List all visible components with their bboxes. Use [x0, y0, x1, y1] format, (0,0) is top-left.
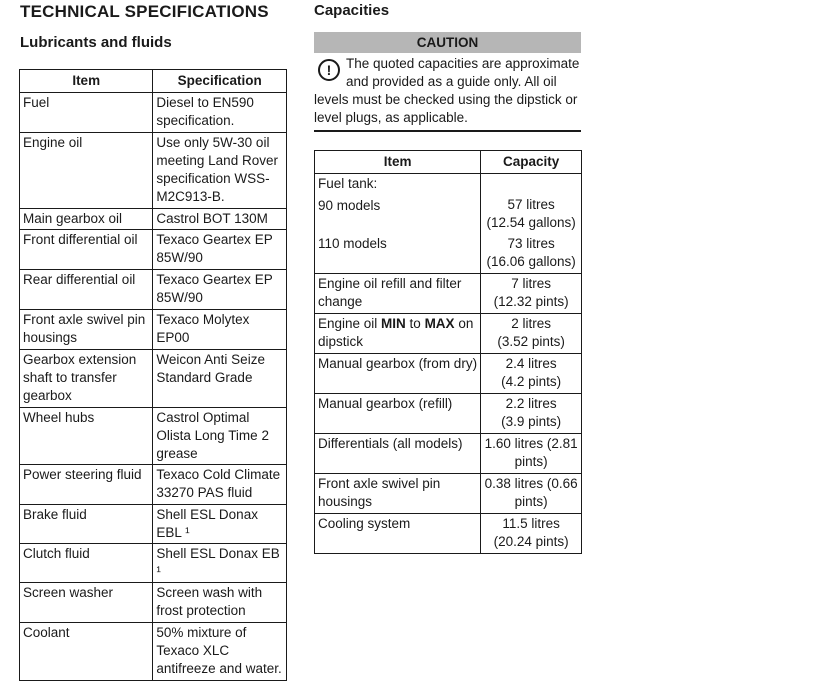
capacity-cell — [481, 354, 582, 394]
table-row — [315, 174, 582, 234]
table-row — [315, 234, 582, 274]
caution-note — [314, 55, 581, 132]
item-cell: Front differential oil — [20, 230, 153, 270]
table-row — [20, 350, 287, 408]
item-cell: Front axle swivel pin housings — [315, 474, 481, 514]
caution-text: The quoted capacities are approximate and provided as a guide only. All oil levels must be checked using the dipstick or level plugs, as applicable. — [314, 56, 580, 125]
capacity-value: 2 litres — [511, 316, 552, 331]
capacity-value: 2.4 litres — [505, 356, 557, 371]
capacity-unit: (12.32 pints) — [493, 294, 569, 309]
capacity-unit: (3.9 pints) — [501, 414, 562, 429]
table-row — [315, 314, 582, 354]
item-cell: Main gearbox oil — [20, 209, 153, 230]
exclamation-icon: ! — [318, 59, 340, 81]
item-cell — [315, 314, 481, 354]
table-row — [20, 408, 287, 465]
spec-cell: Castrol Optimal Olista Long Time 2 grease — [153, 408, 287, 465]
table-row — [20, 583, 287, 623]
capacity-unit: (3.52 pints) — [497, 334, 565, 349]
table-row — [20, 93, 287, 133]
spec-cell: 50% mixture of Texaco XLC antifreeze and water. — [153, 623, 287, 681]
spec-cell: Castrol BOT 130M — [153, 209, 287, 230]
capacity-unit: (16.06 gallons) — [486, 253, 576, 269]
item-cell: 110 models — [315, 234, 481, 274]
item-cell: Cooling system — [315, 514, 481, 554]
capacity-value: 7 litres — [511, 276, 552, 291]
capacities-table — [314, 150, 582, 554]
capacity-cell — [481, 514, 582, 554]
table-row — [20, 544, 287, 583]
spec-cell: Shell ESL Donax EB ¹ — [153, 544, 287, 583]
capacity-cell — [481, 234, 582, 274]
fuel-tank-90: 90 models — [318, 198, 381, 213]
table-row — [20, 230, 287, 270]
capacity-value: 0.38 litres (0.66 — [484, 476, 578, 491]
spec-cell: Texaco Geartex EP 85W/90 — [153, 230, 287, 270]
cap-header-item: Item — [315, 151, 481, 174]
item-cell: Differentials (all models) — [315, 434, 481, 474]
item-cell: Coolant — [20, 623, 153, 681]
capacity-cell — [481, 274, 582, 314]
item-cell: Brake fluid — [20, 505, 153, 544]
fuel-tank-label: Fuel tank: — [318, 176, 378, 191]
lub-header-spec: Specification — [153, 70, 287, 93]
table-row — [315, 394, 582, 434]
capacity-unit: pints) — [514, 494, 548, 509]
table-row — [315, 274, 582, 314]
table-row — [20, 133, 287, 209]
lubricants-table — [19, 69, 287, 681]
spec-cell: Use only 5W-30 oil meeting Land Rover specification WSS-M2C913-B. — [153, 133, 287, 209]
spec-cell: Texaco Geartex EP 85W/90 — [153, 270, 287, 310]
table-row — [20, 623, 287, 681]
table-row — [20, 209, 287, 230]
item-cell: Fuel — [20, 93, 153, 133]
capacity-unit: pints) — [514, 454, 548, 469]
capacity-unit: (4.2 pints) — [501, 374, 562, 389]
caution-banner: CAUTION — [314, 32, 581, 53]
max-label: MAX — [424, 316, 455, 331]
item-cell: Gearbox extension shaft to transfer gearbox — [20, 350, 153, 408]
table-row — [315, 474, 582, 514]
capacity-unit: (20.24 pints) — [493, 534, 569, 549]
page-title: TECHNICAL SPECIFICATIONS — [20, 2, 269, 21]
lub-header-item: Item — [20, 70, 153, 93]
spec-cell: Weicon Anti Seize Standard Grade — [153, 350, 287, 408]
spec-cell: Texaco Cold Climate 33270 PAS fluid — [153, 465, 287, 505]
item-cell — [315, 174, 481, 234]
capacity-cell — [481, 434, 582, 474]
item-cell: Manual gearbox (refill) — [315, 394, 481, 434]
item-cell: Clutch fluid — [20, 544, 153, 583]
lubricants-section-title: Lubricants and fluids — [20, 34, 172, 51]
item-text: Engine oil — [318, 316, 382, 331]
capacity-value: 2.2 litres — [505, 396, 557, 411]
capacity-value: 57 litres — [507, 197, 555, 212]
item-text: to — [405, 316, 425, 331]
item-cell: Manual gearbox (from dry) — [315, 354, 481, 394]
capacity-value: 73 litres — [507, 235, 555, 251]
capacity-unit: (12.54 gallons) — [486, 215, 576, 230]
capacity-cell — [481, 394, 582, 434]
capacity-cell — [481, 474, 582, 514]
capacities-section-title: Capacities — [314, 2, 390, 19]
capacity-cell — [481, 314, 582, 354]
capacity-cell — [481, 174, 582, 234]
capacity-value: 1.60 litres (2.81 — [484, 436, 578, 451]
table-row — [20, 310, 287, 350]
table-row — [315, 514, 582, 554]
item-cell: Engine oil — [20, 133, 153, 209]
item-cell: Screen washer — [20, 583, 153, 623]
capacity-value: 11.5 litres — [502, 516, 560, 531]
item-cell: Rear differential oil — [20, 270, 153, 310]
table-row — [315, 354, 582, 394]
spec-cell: Screen wash with frost protection — [153, 583, 287, 623]
item-cell: Front axle swivel pin housings — [20, 310, 153, 350]
table-row — [20, 505, 287, 544]
item-cell: Power steering fluid — [20, 465, 153, 505]
item-text: on dipstick — [318, 316, 474, 349]
item-cell: Wheel hubs — [20, 408, 153, 465]
spec-cell: Shell ESL Donax EBL ¹ — [153, 505, 287, 544]
item-cell: Engine oil refill and filter change — [315, 274, 481, 314]
table-row — [315, 434, 582, 474]
table-row — [20, 270, 287, 310]
spec-cell: Diesel to EN590 specification. — [153, 93, 287, 133]
table-row — [20, 465, 287, 505]
cap-header-capacity: Capacity — [481, 151, 582, 174]
spec-cell: Texaco Molytex EP00 — [153, 310, 287, 350]
min-label: MIN — [381, 316, 406, 331]
